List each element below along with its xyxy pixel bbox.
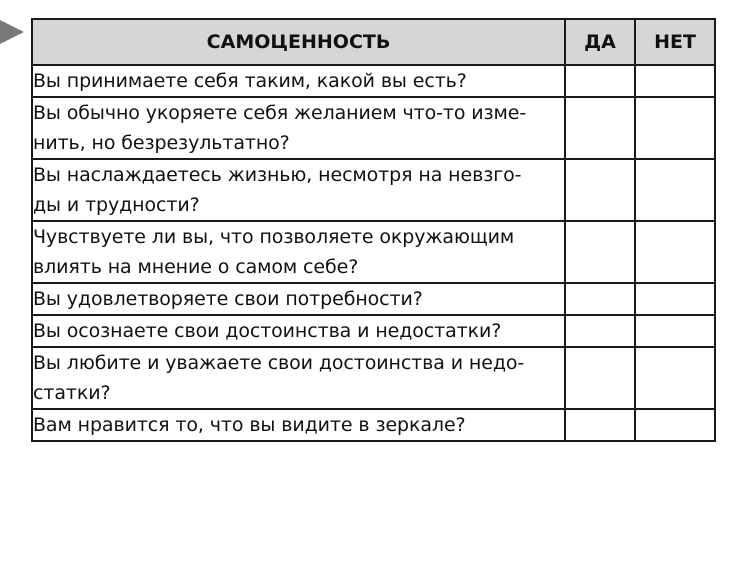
question-cell — [32, 97, 565, 159]
no-checkbox-cell[interactable] — [635, 159, 715, 221]
question-line: Вы принимаете себя таким, какой вы есть? — [33, 70, 467, 92]
yes-checkbox-cell[interactable] — [565, 65, 635, 97]
question-line: Вы осознаете свои достоинства и недостатки? — [33, 320, 502, 342]
question-line: нить, но безрезультатно? — [33, 132, 290, 154]
triangle-pointer-icon — [0, 20, 24, 44]
table-row — [32, 409, 715, 441]
table-row — [32, 283, 715, 315]
question-line: Вы любите и уважаете свои достоинства и недо- — [33, 352, 525, 374]
table-row — [32, 65, 715, 97]
column-header-no: НЕТ — [635, 19, 715, 65]
no-checkbox-cell[interactable] — [635, 409, 715, 441]
question-line: Чувствуете ли вы, что позволяете окружающим — [33, 226, 515, 248]
question-line: Вы удовлетворяете свои потребности? — [33, 288, 423, 310]
yes-checkbox-cell[interactable] — [565, 347, 635, 409]
question-cell — [32, 409, 565, 441]
table-row — [32, 97, 715, 159]
table-row — [32, 221, 715, 283]
no-checkbox-cell[interactable] — [635, 97, 715, 159]
question-line: Вам нравится то, что вы видите в зеркале? — [33, 414, 466, 436]
column-header-title: САМОЦЕННОСТЬ — [32, 19, 565, 65]
no-checkbox-cell[interactable] — [635, 221, 715, 283]
question-cell — [32, 65, 565, 97]
no-checkbox-cell[interactable] — [635, 315, 715, 347]
yes-checkbox-cell[interactable] — [565, 221, 635, 283]
yes-checkbox-cell[interactable] — [565, 159, 635, 221]
question-line: Вы обычно укоряете себя желанием что-то изме- — [33, 102, 527, 124]
question-line: влиять на мнение о самом себе? — [33, 256, 359, 278]
yes-checkbox-cell[interactable] — [565, 315, 635, 347]
yes-checkbox-cell[interactable] — [565, 409, 635, 441]
question-line: Вы наслаждаетесь жизнью, несмотря на невзго- — [33, 164, 522, 186]
yes-checkbox-cell[interactable] — [565, 283, 635, 315]
question-cell — [32, 221, 565, 283]
yes-checkbox-cell[interactable] — [565, 97, 635, 159]
self-worth-checklist — [31, 18, 716, 442]
table-row — [32, 159, 715, 221]
no-checkbox-cell[interactable] — [635, 347, 715, 409]
question-line: ды и трудности? — [33, 194, 200, 216]
table-row — [32, 315, 715, 347]
question-cell — [32, 159, 565, 221]
question-cell — [32, 347, 565, 409]
column-header-yes: ДА — [565, 19, 635, 65]
question-cell — [32, 315, 565, 347]
table-row — [32, 347, 715, 409]
table-header-row — [32, 19, 715, 65]
question-cell — [32, 283, 565, 315]
no-checkbox-cell[interactable] — [635, 65, 715, 97]
question-line: статки? — [33, 382, 111, 404]
no-checkbox-cell[interactable] — [635, 283, 715, 315]
